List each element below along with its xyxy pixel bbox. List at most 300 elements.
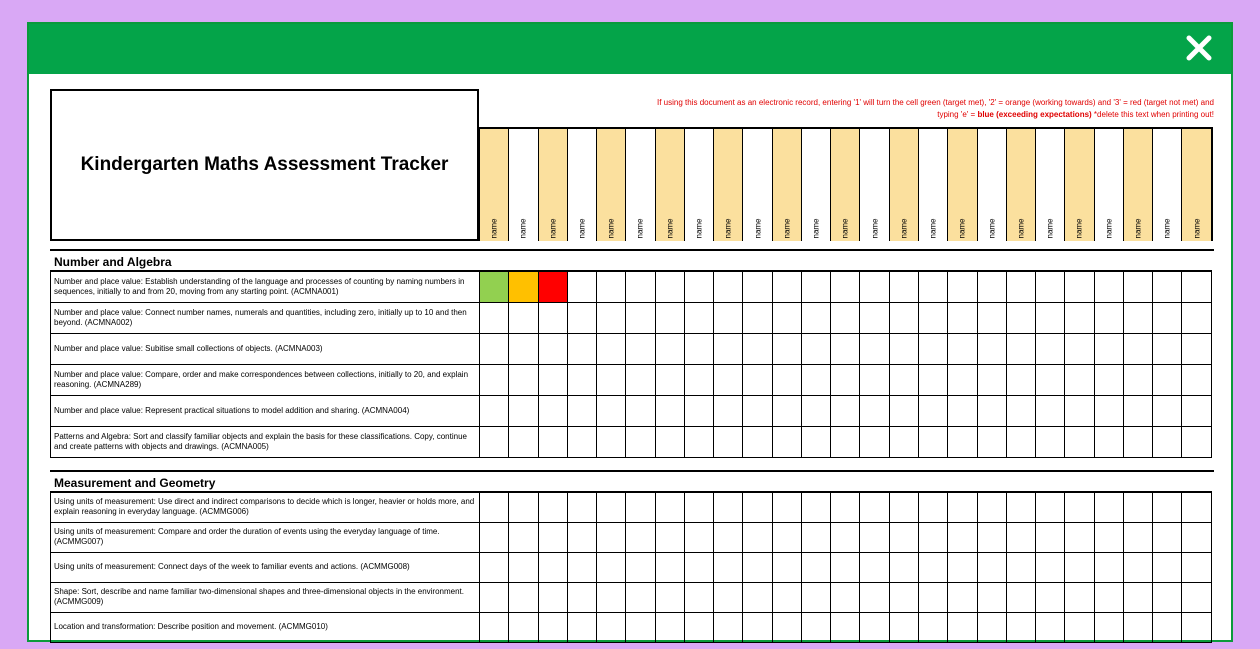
assessment-cell[interactable] xyxy=(743,426,772,457)
assessment-cell[interactable] xyxy=(567,426,596,457)
assessment-cell[interactable] xyxy=(567,333,596,364)
assessment-cell[interactable] xyxy=(684,364,713,395)
assessment-cell[interactable] xyxy=(480,612,509,642)
assessment-cell[interactable] xyxy=(480,492,509,522)
assessment-cell[interactable] xyxy=(1182,612,1211,642)
assessment-cell[interactable] xyxy=(1153,582,1182,612)
student-name-column[interactable] xyxy=(713,129,742,241)
assessment-cell[interactable] xyxy=(801,522,830,552)
assessment-cell[interactable] xyxy=(948,552,977,582)
assessment-cell[interactable] xyxy=(597,395,626,426)
assessment-cell[interactable] xyxy=(480,364,509,395)
assessment-cell[interactable] xyxy=(889,522,918,552)
assessment-cell[interactable] xyxy=(1123,302,1152,333)
assessment-cell[interactable] xyxy=(948,333,977,364)
student-name-column[interactable] xyxy=(538,129,567,241)
assessment-cell[interactable] xyxy=(1094,364,1123,395)
assessment-cell[interactable] xyxy=(626,492,655,522)
assessment-cell[interactable] xyxy=(684,492,713,522)
assessment-cell[interactable] xyxy=(597,612,626,642)
assessment-cell[interactable] xyxy=(889,302,918,333)
assessment-cell[interactable] xyxy=(1065,522,1094,552)
assessment-cell[interactable] xyxy=(480,426,509,457)
assessment-cell[interactable] xyxy=(714,364,743,395)
student-name-column[interactable] xyxy=(947,129,976,241)
assessment-cell[interactable] xyxy=(1182,492,1211,522)
assessment-cell[interactable] xyxy=(655,522,684,552)
assessment-cell[interactable] xyxy=(1094,492,1123,522)
assessment-cell[interactable] xyxy=(948,426,977,457)
assessment-cell[interactable] xyxy=(1123,333,1152,364)
assessment-cell[interactable] xyxy=(1065,612,1094,642)
assessment-cell[interactable] xyxy=(1094,426,1123,457)
assessment-cell[interactable] xyxy=(509,271,538,302)
assessment-cell[interactable] xyxy=(538,333,567,364)
assessment-cell[interactable] xyxy=(567,552,596,582)
assessment-cell[interactable] xyxy=(948,395,977,426)
assessment-cell[interactable] xyxy=(801,302,830,333)
assessment-cell[interactable] xyxy=(1006,492,1035,522)
assessment-cell[interactable] xyxy=(831,522,860,552)
assessment-cell[interactable] xyxy=(1123,492,1152,522)
assessment-cell[interactable] xyxy=(1006,582,1035,612)
assessment-cell[interactable] xyxy=(714,612,743,642)
assessment-cell[interactable] xyxy=(1006,552,1035,582)
assessment-cell[interactable] xyxy=(948,364,977,395)
assessment-cell[interactable] xyxy=(772,522,801,552)
student-name-column[interactable] xyxy=(889,129,918,241)
assessment-cell[interactable] xyxy=(860,552,889,582)
assessment-cell[interactable] xyxy=(801,552,830,582)
assessment-cell[interactable] xyxy=(772,612,801,642)
student-name-column[interactable] xyxy=(1123,129,1152,241)
assessment-cell[interactable] xyxy=(918,582,947,612)
student-name-column[interactable] xyxy=(742,129,771,241)
assessment-cell[interactable] xyxy=(509,395,538,426)
assessment-cell[interactable] xyxy=(831,552,860,582)
assessment-cell[interactable] xyxy=(597,582,626,612)
assessment-cell[interactable] xyxy=(1065,333,1094,364)
assessment-cell[interactable] xyxy=(684,612,713,642)
assessment-cell[interactable] xyxy=(684,522,713,552)
assessment-cell[interactable] xyxy=(977,492,1006,522)
student-name-column[interactable] xyxy=(596,129,625,241)
assessment-cell[interactable] xyxy=(743,395,772,426)
student-name-column[interactable] xyxy=(830,129,859,241)
assessment-cell[interactable] xyxy=(1094,302,1123,333)
assessment-cell[interactable] xyxy=(977,426,1006,457)
assessment-cell[interactable] xyxy=(1036,522,1065,552)
assessment-cell[interactable] xyxy=(480,582,509,612)
assessment-cell[interactable] xyxy=(1182,395,1211,426)
assessment-cell[interactable] xyxy=(567,395,596,426)
assessment-cell[interactable] xyxy=(1065,582,1094,612)
assessment-cell[interactable] xyxy=(655,271,684,302)
assessment-cell[interactable] xyxy=(831,492,860,522)
assessment-cell[interactable] xyxy=(1065,552,1094,582)
assessment-cell[interactable] xyxy=(714,492,743,522)
assessment-cell[interactable] xyxy=(743,612,772,642)
assessment-cell[interactable] xyxy=(889,582,918,612)
assessment-cell[interactable] xyxy=(831,582,860,612)
assessment-cell[interactable] xyxy=(831,333,860,364)
assessment-cell[interactable] xyxy=(480,552,509,582)
assessment-cell[interactable] xyxy=(1123,612,1152,642)
assessment-cell[interactable] xyxy=(772,364,801,395)
assessment-cell[interactable] xyxy=(1036,492,1065,522)
assessment-cell[interactable] xyxy=(655,492,684,522)
assessment-cell[interactable] xyxy=(597,522,626,552)
assessment-cell[interactable] xyxy=(977,333,1006,364)
assessment-cell[interactable] xyxy=(655,612,684,642)
assessment-cell[interactable] xyxy=(1036,552,1065,582)
assessment-cell[interactable] xyxy=(597,552,626,582)
assessment-cell[interactable] xyxy=(1036,271,1065,302)
assessment-cell[interactable] xyxy=(743,333,772,364)
assessment-cell[interactable] xyxy=(889,426,918,457)
student-name-column[interactable] xyxy=(772,129,801,241)
assessment-cell[interactable] xyxy=(801,492,830,522)
assessment-cell[interactable] xyxy=(1153,522,1182,552)
assessment-cell[interactable] xyxy=(1153,271,1182,302)
assessment-cell[interactable] xyxy=(655,395,684,426)
assessment-cell[interactable] xyxy=(538,492,567,522)
assessment-cell[interactable] xyxy=(684,426,713,457)
student-name-column[interactable] xyxy=(625,129,654,241)
assessment-cell[interactable] xyxy=(1036,582,1065,612)
assessment-cell[interactable] xyxy=(509,364,538,395)
assessment-cell[interactable] xyxy=(1006,333,1035,364)
assessment-cell[interactable] xyxy=(626,302,655,333)
assessment-cell[interactable] xyxy=(772,395,801,426)
assessment-cell[interactable] xyxy=(626,522,655,552)
assessment-cell[interactable] xyxy=(743,364,772,395)
assessment-cell[interactable] xyxy=(509,552,538,582)
assessment-cell[interactable] xyxy=(743,271,772,302)
assessment-cell[interactable] xyxy=(538,302,567,333)
assessment-cell[interactable] xyxy=(1182,582,1211,612)
assessment-cell[interactable] xyxy=(509,492,538,522)
student-name-column[interactable] xyxy=(1094,129,1123,241)
close-button[interactable] xyxy=(1181,30,1217,66)
assessment-cell[interactable] xyxy=(1006,364,1035,395)
assessment-cell[interactable] xyxy=(772,302,801,333)
student-name-column[interactable] xyxy=(655,129,684,241)
assessment-cell[interactable] xyxy=(480,271,509,302)
assessment-cell[interactable] xyxy=(684,302,713,333)
assessment-cell[interactable] xyxy=(1036,302,1065,333)
assessment-cell[interactable] xyxy=(918,612,947,642)
assessment-cell[interactable] xyxy=(567,582,596,612)
assessment-cell[interactable] xyxy=(714,395,743,426)
assessment-cell[interactable] xyxy=(801,364,830,395)
assessment-cell[interactable] xyxy=(1123,271,1152,302)
assessment-cell[interactable] xyxy=(1065,364,1094,395)
assessment-cell[interactable] xyxy=(1094,333,1123,364)
assessment-cell[interactable] xyxy=(655,552,684,582)
assessment-cell[interactable] xyxy=(509,522,538,552)
assessment-cell[interactable] xyxy=(538,582,567,612)
assessment-cell[interactable] xyxy=(1123,582,1152,612)
assessment-cell[interactable] xyxy=(1182,426,1211,457)
assessment-cell[interactable] xyxy=(860,271,889,302)
assessment-cell[interactable] xyxy=(538,522,567,552)
assessment-cell[interactable] xyxy=(801,582,830,612)
assessment-cell[interactable] xyxy=(1153,492,1182,522)
assessment-cell[interactable] xyxy=(597,302,626,333)
assessment-cell[interactable] xyxy=(538,364,567,395)
assessment-cell[interactable] xyxy=(889,612,918,642)
assessment-cell[interactable] xyxy=(1123,395,1152,426)
assessment-cell[interactable] xyxy=(977,271,1006,302)
assessment-cell[interactable] xyxy=(509,333,538,364)
assessment-cell[interactable] xyxy=(1153,426,1182,457)
assessment-cell[interactable] xyxy=(860,333,889,364)
assessment-cell[interactable] xyxy=(977,395,1006,426)
assessment-cell[interactable] xyxy=(509,582,538,612)
assessment-cell[interactable] xyxy=(918,333,947,364)
assessment-cell[interactable] xyxy=(567,612,596,642)
assessment-cell[interactable] xyxy=(977,612,1006,642)
assessment-cell[interactable] xyxy=(567,302,596,333)
assessment-cell[interactable] xyxy=(831,302,860,333)
assessment-cell[interactable] xyxy=(626,333,655,364)
assessment-cell[interactable] xyxy=(1094,552,1123,582)
assessment-cell[interactable] xyxy=(597,364,626,395)
assessment-cell[interactable] xyxy=(860,492,889,522)
assessment-cell[interactable] xyxy=(889,552,918,582)
assessment-cell[interactable] xyxy=(1123,364,1152,395)
student-name-column[interactable] xyxy=(977,129,1006,241)
assessment-cell[interactable] xyxy=(772,426,801,457)
assessment-cell[interactable] xyxy=(889,271,918,302)
student-name-column[interactable] xyxy=(859,129,888,241)
assessment-cell[interactable] xyxy=(801,426,830,457)
assessment-cell[interactable] xyxy=(597,271,626,302)
assessment-cell[interactable] xyxy=(567,492,596,522)
assessment-cell[interactable] xyxy=(831,364,860,395)
assessment-cell[interactable] xyxy=(597,426,626,457)
assessment-cell[interactable] xyxy=(1123,552,1152,582)
assessment-cell[interactable] xyxy=(1094,271,1123,302)
assessment-cell[interactable] xyxy=(480,302,509,333)
assessment-cell[interactable] xyxy=(1094,582,1123,612)
assessment-cell[interactable] xyxy=(714,426,743,457)
assessment-cell[interactable] xyxy=(538,612,567,642)
assessment-cell[interactable] xyxy=(743,522,772,552)
assessment-cell[interactable] xyxy=(626,552,655,582)
assessment-cell[interactable] xyxy=(1182,364,1211,395)
assessment-cell[interactable] xyxy=(801,395,830,426)
assessment-cell[interactable] xyxy=(977,552,1006,582)
assessment-cell[interactable] xyxy=(860,582,889,612)
assessment-cell[interactable] xyxy=(977,522,1006,552)
assessment-cell[interactable] xyxy=(1182,333,1211,364)
assessment-cell[interactable] xyxy=(1153,612,1182,642)
assessment-cell[interactable] xyxy=(1094,522,1123,552)
assessment-cell[interactable] xyxy=(1065,395,1094,426)
student-name-column[interactable] xyxy=(479,129,508,241)
assessment-cell[interactable] xyxy=(977,582,1006,612)
assessment-cell[interactable] xyxy=(1006,395,1035,426)
assessment-cell[interactable] xyxy=(1006,522,1035,552)
assessment-cell[interactable] xyxy=(1036,426,1065,457)
assessment-cell[interactable] xyxy=(831,612,860,642)
assessment-cell[interactable] xyxy=(480,333,509,364)
assessment-cell[interactable] xyxy=(538,552,567,582)
student-name-column[interactable] xyxy=(1006,129,1035,241)
assessment-cell[interactable] xyxy=(743,302,772,333)
assessment-cell[interactable] xyxy=(1065,302,1094,333)
assessment-cell[interactable] xyxy=(831,395,860,426)
assessment-cell[interactable] xyxy=(714,302,743,333)
assessment-cell[interactable] xyxy=(1182,552,1211,582)
student-name-column[interactable] xyxy=(1181,129,1210,241)
assessment-cell[interactable] xyxy=(801,333,830,364)
assessment-cell[interactable] xyxy=(772,271,801,302)
assessment-cell[interactable] xyxy=(772,492,801,522)
assessment-cell[interactable] xyxy=(918,492,947,522)
assessment-cell[interactable] xyxy=(626,582,655,612)
assessment-cell[interactable] xyxy=(714,522,743,552)
assessment-cell[interactable] xyxy=(860,612,889,642)
assessment-cell[interactable] xyxy=(948,302,977,333)
assessment-cell[interactable] xyxy=(655,426,684,457)
assessment-cell[interactable] xyxy=(948,271,977,302)
assessment-cell[interactable] xyxy=(655,333,684,364)
assessment-cell[interactable] xyxy=(1123,522,1152,552)
assessment-cell[interactable] xyxy=(1123,426,1152,457)
assessment-cell[interactable] xyxy=(684,271,713,302)
student-name-column[interactable] xyxy=(1035,129,1064,241)
assessment-cell[interactable] xyxy=(889,333,918,364)
assessment-cell[interactable] xyxy=(889,395,918,426)
assessment-cell[interactable] xyxy=(1065,492,1094,522)
student-name-column[interactable] xyxy=(801,129,830,241)
assessment-cell[interactable] xyxy=(1036,612,1065,642)
assessment-cell[interactable] xyxy=(509,426,538,457)
assessment-cell[interactable] xyxy=(948,522,977,552)
assessment-cell[interactable] xyxy=(889,364,918,395)
student-name-column[interactable] xyxy=(918,129,947,241)
assessment-cell[interactable] xyxy=(860,395,889,426)
assessment-cell[interactable] xyxy=(567,271,596,302)
assessment-cell[interactable] xyxy=(1153,552,1182,582)
assessment-cell[interactable] xyxy=(480,522,509,552)
assessment-cell[interactable] xyxy=(743,552,772,582)
assessment-cell[interactable] xyxy=(684,333,713,364)
assessment-cell[interactable] xyxy=(714,552,743,582)
assessment-cell[interactable] xyxy=(918,364,947,395)
assessment-cell[interactable] xyxy=(1006,302,1035,333)
assessment-cell[interactable] xyxy=(626,364,655,395)
assessment-cell[interactable] xyxy=(1094,612,1123,642)
assessment-cell[interactable] xyxy=(655,582,684,612)
assessment-cell[interactable] xyxy=(772,552,801,582)
assessment-cell[interactable] xyxy=(1182,302,1211,333)
assessment-cell[interactable] xyxy=(860,426,889,457)
assessment-cell[interactable] xyxy=(889,492,918,522)
assessment-cell[interactable] xyxy=(831,271,860,302)
assessment-cell[interactable] xyxy=(948,492,977,522)
assessment-cell[interactable] xyxy=(597,333,626,364)
student-name-column[interactable] xyxy=(1064,129,1093,241)
assessment-cell[interactable] xyxy=(1153,395,1182,426)
student-name-column[interactable] xyxy=(1152,129,1181,241)
assessment-cell[interactable] xyxy=(684,582,713,612)
assessment-cell[interactable] xyxy=(538,395,567,426)
assessment-cell[interactable] xyxy=(801,271,830,302)
assessment-cell[interactable] xyxy=(480,395,509,426)
assessment-cell[interactable] xyxy=(860,364,889,395)
assessment-cell[interactable] xyxy=(831,426,860,457)
assessment-cell[interactable] xyxy=(597,492,626,522)
assessment-cell[interactable] xyxy=(567,522,596,552)
assessment-cell[interactable] xyxy=(1094,395,1123,426)
assessment-cell[interactable] xyxy=(918,522,947,552)
assessment-cell[interactable] xyxy=(772,333,801,364)
assessment-cell[interactable] xyxy=(918,302,947,333)
assessment-cell[interactable] xyxy=(626,426,655,457)
assessment-cell[interactable] xyxy=(918,271,947,302)
assessment-cell[interactable] xyxy=(1153,333,1182,364)
assessment-cell[interactable] xyxy=(801,612,830,642)
assessment-cell[interactable] xyxy=(1036,333,1065,364)
assessment-cell[interactable] xyxy=(538,426,567,457)
assessment-cell[interactable] xyxy=(626,271,655,302)
assessment-cell[interactable] xyxy=(567,364,596,395)
student-name-column[interactable] xyxy=(567,129,596,241)
assessment-cell[interactable] xyxy=(948,582,977,612)
assessment-cell[interactable] xyxy=(860,302,889,333)
assessment-cell[interactable] xyxy=(860,522,889,552)
assessment-cell[interactable] xyxy=(1006,271,1035,302)
assessment-cell[interactable] xyxy=(655,364,684,395)
assessment-cell[interactable] xyxy=(1182,522,1211,552)
assessment-cell[interactable] xyxy=(948,612,977,642)
student-name-column[interactable] xyxy=(508,129,537,241)
assessment-cell[interactable] xyxy=(626,395,655,426)
assessment-cell[interactable] xyxy=(714,271,743,302)
assessment-cell[interactable] xyxy=(977,302,1006,333)
assessment-cell[interactable] xyxy=(1182,271,1211,302)
assessment-cell[interactable] xyxy=(509,612,538,642)
assessment-cell[interactable] xyxy=(1153,364,1182,395)
assessment-cell[interactable] xyxy=(743,582,772,612)
assessment-cell[interactable] xyxy=(1153,302,1182,333)
assessment-cell[interactable] xyxy=(509,302,538,333)
assessment-cell[interactable] xyxy=(918,426,947,457)
assessment-cell[interactable] xyxy=(1036,364,1065,395)
student-name-column[interactable] xyxy=(684,129,713,241)
assessment-cell[interactable] xyxy=(538,271,567,302)
assessment-cell[interactable] xyxy=(1006,426,1035,457)
assessment-cell[interactable] xyxy=(655,302,684,333)
assessment-cell[interactable] xyxy=(772,582,801,612)
assessment-cell[interactable] xyxy=(714,582,743,612)
assessment-cell[interactable] xyxy=(918,552,947,582)
assessment-cell[interactable] xyxy=(1036,395,1065,426)
assessment-cell[interactable] xyxy=(1065,271,1094,302)
assessment-cell[interactable] xyxy=(977,364,1006,395)
assessment-cell[interactable] xyxy=(714,333,743,364)
assessment-cell[interactable] xyxy=(743,492,772,522)
assessment-cell[interactable] xyxy=(918,395,947,426)
assessment-cell[interactable] xyxy=(626,612,655,642)
assessment-cell[interactable] xyxy=(1065,426,1094,457)
assessment-cell[interactable] xyxy=(684,395,713,426)
assessment-cell[interactable] xyxy=(684,552,713,582)
